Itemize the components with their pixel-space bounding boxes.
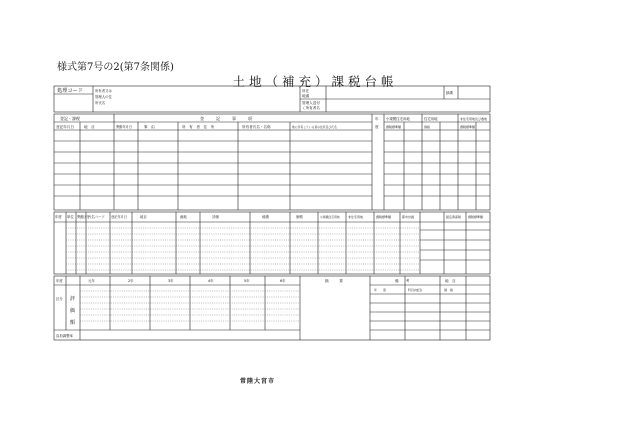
mid-eval-label: 評価 bbox=[212, 215, 219, 219]
mid-area-label: 地積 bbox=[262, 215, 269, 219]
change-date-label: 異動年月日 bbox=[116, 125, 132, 129]
mid-year-label: 年度 bbox=[55, 215, 62, 219]
taxable-std-label: 課税標準額 bbox=[386, 125, 402, 129]
yr5-label: 5年 bbox=[244, 279, 250, 283]
mid-unit-label: 単位 bbox=[67, 215, 74, 219]
register-kind-label: 登記・課税 bbox=[60, 116, 80, 121]
mid-tax-label: 固定資産税 bbox=[446, 215, 462, 219]
yr3-label: 3年 bbox=[168, 279, 174, 283]
manager-label-1: 管理人送付 bbox=[302, 101, 320, 105]
memo-label: 摘要 bbox=[446, 91, 454, 95]
chart-col-b: 科目(地目) bbox=[408, 288, 423, 292]
yr1-label: 元年 bbox=[88, 279, 95, 283]
municipality-footer: 常陸大宮市 bbox=[240, 378, 276, 385]
mid-city-label: 都市計画 bbox=[402, 215, 415, 219]
agri-label: 非住宅用地及び農地 bbox=[460, 117, 488, 121]
land-type-label: 地 目 bbox=[84, 125, 95, 129]
eval-row-label: 評 bbox=[70, 296, 76, 302]
register-header-label: 登 記 事 項 bbox=[200, 116, 252, 121]
amount-row-label: 額 bbox=[70, 320, 76, 326]
bottom-category-label: 区分 bbox=[56, 297, 63, 301]
mid-value-label: 価格 bbox=[296, 215, 303, 219]
bottom-year-label: 年度 bbox=[56, 279, 63, 283]
yr4-label: 4年 bbox=[208, 279, 214, 283]
processing-code-label: 処理コード bbox=[57, 88, 83, 94]
chart-col-a: 年 度 bbox=[374, 288, 387, 292]
chart-header: 地 目 bbox=[445, 279, 456, 283]
owner-note-3: 所氏名 bbox=[95, 101, 106, 105]
form-number: 様式第7号の2(第7条関係) bbox=[57, 62, 174, 73]
yr6-label: 6年 bbox=[280, 279, 286, 283]
owner-address-label: 所 有 者 住 所 bbox=[182, 125, 215, 129]
year-label: 年 bbox=[375, 117, 379, 121]
remarks-note-label: 地に所有している者の住所及び氏名 bbox=[292, 125, 337, 129]
reason-label: 事 由 bbox=[144, 125, 155, 129]
mid-residential-label: 非住宅用地 bbox=[348, 215, 364, 219]
manager-label-2: く所有者名 bbox=[302, 106, 320, 110]
residential-label: 住宅用地 bbox=[424, 117, 438, 121]
address-label-1: 所在 bbox=[302, 89, 310, 93]
owner-note-1: 所有者又は bbox=[95, 89, 112, 93]
mid-date-label: 登記年月日 bbox=[111, 215, 127, 219]
small-residential-label: 小規模住宅用地 bbox=[386, 117, 410, 121]
mid-code-label: 氏名コード bbox=[88, 215, 105, 219]
yr2-label: 2年 bbox=[128, 279, 134, 283]
value-row-label: 価 bbox=[70, 308, 76, 314]
remarks-header: 備 考 bbox=[395, 279, 410, 283]
owner-name-label: 所有者氏名・名称 bbox=[242, 125, 271, 129]
std-for-tax-label: 課税標準額 bbox=[460, 125, 476, 129]
mid-tax-std-label: 課税標準額 bbox=[468, 215, 484, 219]
mid-land-label: 地目 bbox=[140, 215, 147, 219]
owner-note-2: 管理人の住 bbox=[95, 95, 112, 99]
address-label-2: 地番 bbox=[302, 94, 310, 98]
adjust-row-label: 負担調整率 bbox=[56, 334, 73, 338]
degree-label: 度 bbox=[375, 125, 379, 129]
memo-header: 摘 要 bbox=[325, 279, 343, 283]
document-title: 土地（補充）課税台帳 bbox=[232, 74, 398, 89]
mid-change-label: 異動区分 bbox=[77, 215, 90, 219]
mid-notes-label: 課税標準額 bbox=[376, 215, 392, 219]
mid-market-label: 画地 bbox=[180, 215, 187, 219]
standard-value-label: 価格 bbox=[424, 125, 431, 129]
chart-col-c: 価 格 bbox=[444, 288, 454, 292]
mid-small-label: 小規模住宅用地 bbox=[320, 215, 340, 219]
register-date-label: 登記年月日 bbox=[56, 125, 74, 129]
